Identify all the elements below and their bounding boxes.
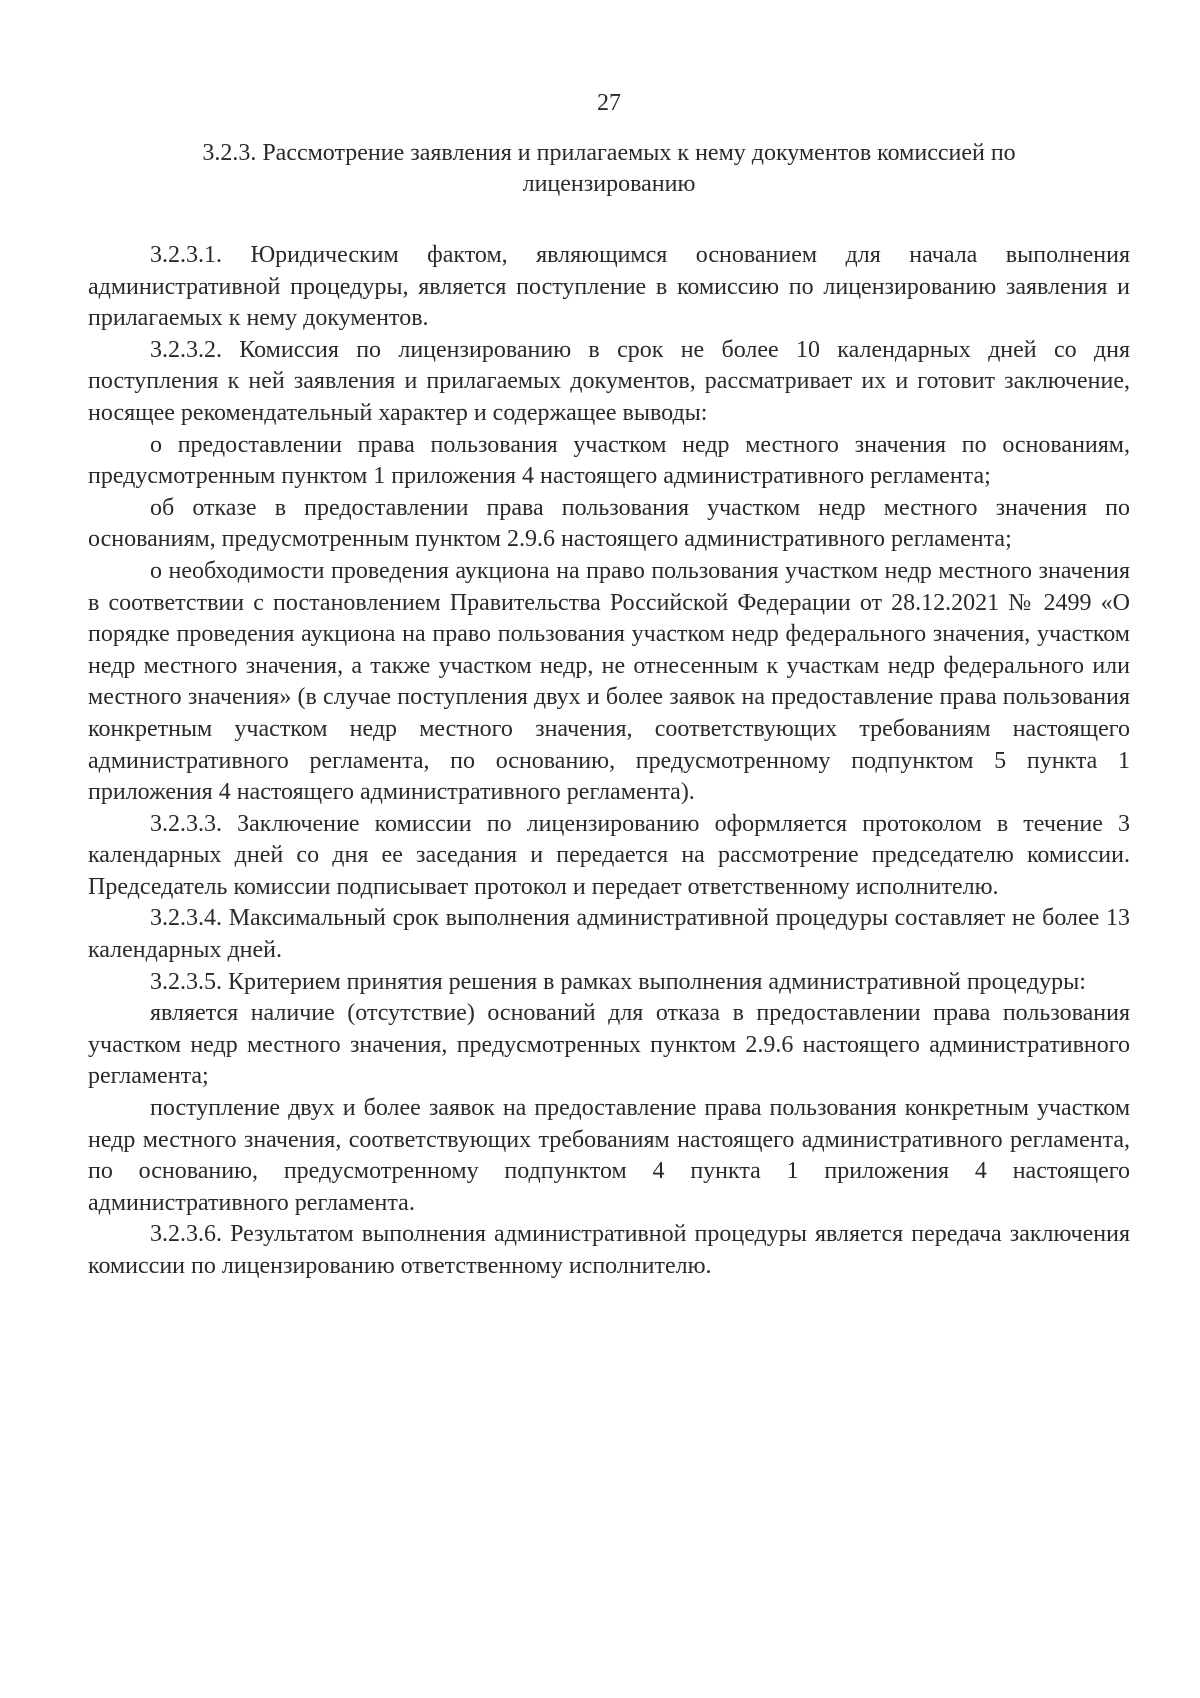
paragraph-3-2-3-3: 3.2.3.3. Заключение комиссии по лицензированию оформляется протоколом в течение 3 календарных дней со дня ее заседания и передается на рассмотрение председателю комиссии. Председатель комиссии подписывает протокол и передает ответственному исполнителю. [88, 810, 1130, 900]
criterion-multiple-applications: поступление двух и более заявок на предоставление права пользования конкретным участком недр местного значения, соответствующих требованиям настоящего административного регламента, по основанию, предусмотренному подпунктом 4 пункта 1 приложения 4 настоящего административного регламента. [88, 1095, 1130, 1216]
document-page [88, 88, 1130, 1283]
paragraph-3-2-3-6: 3.2.3.6. Результатом выполнения административной процедуры является передача заключения комиссии по лицензированию ответственному исполнителю. [88, 1221, 1130, 1279]
conclusion-option-refusal: об отказе в предоставлении права пользования участком недр местного значения по основаниям, предусмотренным пунктом 2.9.6 настоящего административного регламента; [88, 494, 1130, 553]
conclusion-option-grant: о предоставлении права пользования участком недр местного значения по основаниям, предусмотренным пунктом 1 приложения 4 настоящего административного регламента; [88, 431, 1130, 490]
paragraph-3-2-3-4: 3.2.3.4. Максимальный срок выполнения административной процедуры составляет не более 13 календарных дней. [88, 905, 1130, 964]
paragraph-3-2-3-1: 3.2.3.1. Юридическим фактом, являющимся основанием для начала выполнения административной процедуры, является поступление в комиссию по лицензированию заявления и прилагаемых к нему документов. [88, 242, 1130, 332]
section-title: 3.2.3. Рассмотрение заявления и прилагаемых к нему документов комиссией по лицензированию [202, 140, 1016, 197]
paragraph-3-2-3-2: 3.2.3.2. Комиссия по лицензированию в срок не более 10 календарных дней со дня поступления к ней заявления и прилагаемых документов, рассматривает их и готовит заключение, носящее рекомендательный характер и содержащее выводы: [88, 336, 1130, 426]
page-number: 27 [597, 90, 621, 116]
paragraph-3-2-3-5: 3.2.3.5. Критерием принятия решения в рамках выполнения административной процедуры: [150, 968, 1086, 995]
criterion-grounds-for-refusal: является наличие (отсутствие) оснований для отказа в предоставлении права пользования участком недр местного значения, предусмотренных пунктом 2.9.6 настоящего административного регламента; [88, 1000, 1130, 1090]
conclusion-option-auction: о необходимости проведения аукциона на право пользования участком недр местного значения в соответствии с постановлением Правительства Российской Федерации от 28.12.2021 № 2499 «О порядке проведения аукциона на право пользования участком недр федерального значения, участком недр местного значения, а также участком недр, не отнесенным к участкам недр федерального или местного значения» (в случае поступления двух и более заявок на предоставление права пользования конкретным участком недр местного значения, соответствующих требованиям настоящего административного регламента, по основанию, предусмотренному подпунктом 5 пункта 1 приложения 4 настоящего административного регламента). [88, 557, 1130, 806]
